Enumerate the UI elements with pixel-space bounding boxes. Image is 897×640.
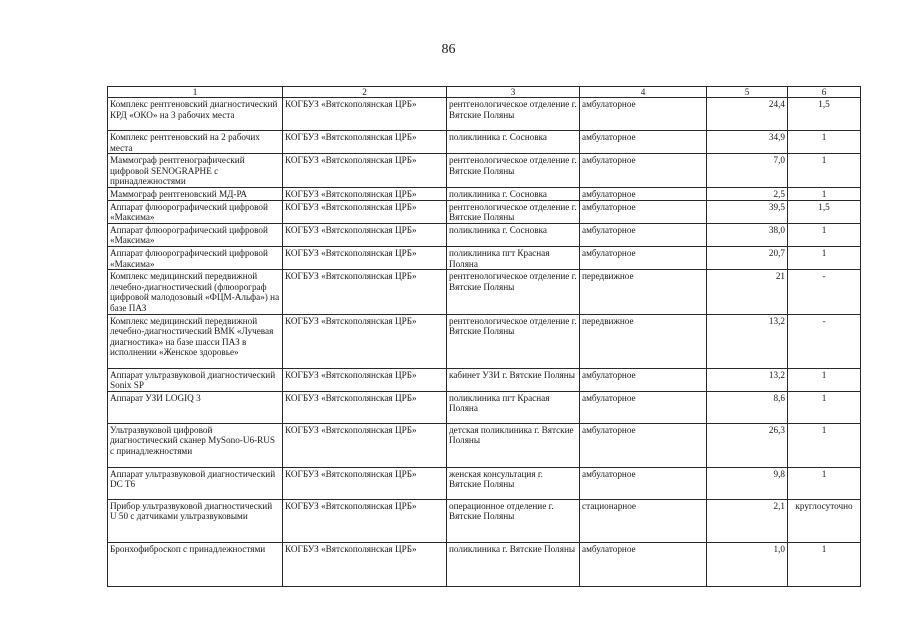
table-row xyxy=(108,542,861,586)
equipment-name-cell: Маммограф рентгенографический цифровой SENOGRAPHE с принадлежностями xyxy=(108,154,283,188)
value-cell: 2,5 xyxy=(707,187,788,200)
table-row xyxy=(108,223,861,246)
service-type-cell: амбулаторное xyxy=(580,423,707,467)
table-row xyxy=(108,154,861,188)
value-cell: 26,3 xyxy=(707,423,788,467)
organization-cell: КОГБУЗ «Вятскополянская ЦРБ» xyxy=(283,187,447,200)
table-header-row xyxy=(108,87,861,98)
value-cell: 38,0 xyxy=(707,223,788,246)
column-header: 5 xyxy=(707,87,788,98)
mode-cell: 1 xyxy=(788,542,861,586)
table-row xyxy=(108,246,861,269)
location-cell: рентгенологическое отделение г. Вятские Поляны xyxy=(447,98,580,131)
service-type-cell: стационарное xyxy=(580,499,707,542)
location-cell: поликлиника пгт Красная Поляна xyxy=(447,246,580,269)
service-type-cell: амбулаторное xyxy=(580,246,707,269)
value-cell: 34,9 xyxy=(707,131,788,154)
location-cell: рентгенологическое отделение г. Вятские Поляны xyxy=(447,200,580,223)
table-row xyxy=(108,423,861,467)
location-cell: поликлиника г. Сосновка xyxy=(447,223,580,246)
table-row xyxy=(108,98,861,131)
organization-cell: КОГБУЗ «Вятскополянская ЦРБ» xyxy=(283,391,447,423)
table-row xyxy=(108,368,861,391)
column-header: 2 xyxy=(283,87,447,98)
value-cell: 8,6 xyxy=(707,391,788,423)
organization-cell: КОГБУЗ «Вятскополянская ЦРБ» xyxy=(283,368,447,391)
equipment-name-cell: Аппарат ультразвуковой диагностический DC T6 xyxy=(108,467,283,499)
mode-cell: 1 xyxy=(788,154,861,188)
service-type-cell: амбулаторное xyxy=(580,223,707,246)
equipment-name-cell: Маммограф рентгеновский МД-РА xyxy=(108,187,283,200)
service-type-cell: амбулаторное xyxy=(580,368,707,391)
service-type-cell: передвижное xyxy=(580,314,707,368)
location-cell: детская поликлиника г. Вятские Поляны xyxy=(447,423,580,467)
organization-cell: КОГБУЗ «Вятскополянская ЦРБ» xyxy=(283,131,447,154)
location-cell: поликлиника г. Сосновка xyxy=(447,187,580,200)
value-cell: 13,2 xyxy=(707,314,788,368)
location-cell: женская консультация г. Вятские Поляны xyxy=(447,467,580,499)
service-type-cell: амбулаторное xyxy=(580,200,707,223)
mode-cell: 1 xyxy=(788,368,861,391)
table-row xyxy=(108,314,861,368)
value-cell: 13,2 xyxy=(707,368,788,391)
value-cell: 1,0 xyxy=(707,542,788,586)
equipment-name-cell: Аппарат флюорографический цифровой «Максима» xyxy=(108,200,283,223)
service-type-cell: амбулаторное xyxy=(580,154,707,188)
value-cell: 2,1 xyxy=(707,499,788,542)
page-number: 86 xyxy=(441,42,456,57)
value-cell: 20,7 xyxy=(707,246,788,269)
value-cell: 7,0 xyxy=(707,154,788,188)
equipment-name-cell: Аппарат флюорографический цифровой «Максима» xyxy=(108,223,283,246)
service-type-cell: амбулаторное xyxy=(580,187,707,200)
value-cell: 39,5 xyxy=(707,200,788,223)
organization-cell: КОГБУЗ «Вятскополянская ЦРБ» xyxy=(283,200,447,223)
equipment-table xyxy=(107,86,861,587)
organization-cell: КОГБУЗ «Вятскополянская ЦРБ» xyxy=(283,423,447,467)
mode-cell: 1,5 xyxy=(788,200,861,223)
value-cell: 21 xyxy=(707,270,788,314)
equipment-name-cell: Аппарат УЗИ LOGIQ 3 xyxy=(108,391,283,423)
mode-cell: 1 xyxy=(788,423,861,467)
equipment-name-cell: Прибор ультразвуковой диагностический U 50 с датчиками ультразвуковыми xyxy=(108,499,283,542)
mode-cell: - xyxy=(788,270,861,314)
service-type-cell: амбулаторное xyxy=(580,131,707,154)
service-type-cell: амбулаторное xyxy=(580,467,707,499)
service-type-cell: амбулаторное xyxy=(580,391,707,423)
organization-cell: КОГБУЗ «Вятскополянская ЦРБ» xyxy=(283,246,447,269)
table-row xyxy=(108,187,861,200)
table-row xyxy=(108,499,861,542)
column-header: 3 xyxy=(447,87,580,98)
mode-cell: 1 xyxy=(788,246,861,269)
table-row xyxy=(108,467,861,499)
organization-cell: КОГБУЗ «Вятскополянская ЦРБ» xyxy=(283,499,447,542)
equipment-name-cell: Комплекс медицинский передвижной лечебно-диагностический (флюорограф цифровой малодозовый «ФЦМ-Альфа») на базе ПАЗ xyxy=(108,270,283,314)
organization-cell: КОГБУЗ «Вятскополянская ЦРБ» xyxy=(283,154,447,188)
mode-cell: круглосуточно xyxy=(788,499,861,542)
location-cell: поликлиника г. Сосновка xyxy=(447,131,580,154)
location-cell: рентгенологическое отделение г. Вятские Поляны xyxy=(447,314,580,368)
table-row xyxy=(108,200,861,223)
organization-cell: КОГБУЗ «Вятскополянская ЦРБ» xyxy=(283,467,447,499)
value-cell: 24,4 xyxy=(707,98,788,131)
equipment-name-cell: Комплекс рентгеновский на 2 рабочих места xyxy=(108,131,283,154)
equipment-name-cell: Аппарат ультразвуковой диагностический Sonix SP xyxy=(108,368,283,391)
location-cell: поликлиника пгт Красная Поляна xyxy=(447,391,580,423)
equipment-name-cell: Бронхофиброскоп с принадлежностями xyxy=(108,542,283,586)
table-row xyxy=(108,131,861,154)
value-cell: 9,8 xyxy=(707,467,788,499)
table-row xyxy=(108,270,861,314)
location-cell: рентгенологическое отделение г. Вятские Поляны xyxy=(447,154,580,188)
equipment-name-cell: Комплекс рентгеновский диагностический КРД «ОКО» на 3 рабочих места xyxy=(108,98,283,131)
equipment-name-cell: Комплекс медицинский передвижной лечебно-диагностический ВМК «Лучевая диагностика» на базе шасси ПАЗ в исполнении «Женское здоровье» xyxy=(108,314,283,368)
mode-cell: 1 xyxy=(788,391,861,423)
service-type-cell: амбулаторное xyxy=(580,542,707,586)
location-cell: рентгенологическое отделение г. Вятские Поляны xyxy=(447,270,580,314)
table-row xyxy=(108,391,861,423)
mode-cell: 1 xyxy=(788,187,861,200)
location-cell: поликлиника г. Вятские Поляны xyxy=(447,542,580,586)
organization-cell: КОГБУЗ «Вятскополянская ЦРБ» xyxy=(283,542,447,586)
mode-cell: - xyxy=(788,314,861,368)
organization-cell: КОГБУЗ «Вятскополянская ЦРБ» xyxy=(283,98,447,131)
column-header: 4 xyxy=(580,87,707,98)
table-body xyxy=(108,98,861,587)
mode-cell: 1,5 xyxy=(788,98,861,131)
mode-cell: 1 xyxy=(788,467,861,499)
column-header: 6 xyxy=(788,87,861,98)
mode-cell: 1 xyxy=(788,223,861,246)
column-header: 1 xyxy=(108,87,283,98)
service-type-cell: амбулаторное xyxy=(580,98,707,131)
service-type-cell: передвижное xyxy=(580,270,707,314)
mode-cell: 1 xyxy=(788,131,861,154)
location-cell: операционное отделение г. Вятские Поляны xyxy=(447,499,580,542)
equipment-name-cell: Ультразвуковой цифровой диагностический сканер MySono-U6-RUS с принадлежностями xyxy=(108,423,283,467)
organization-cell: КОГБУЗ «Вятскополянская ЦРБ» xyxy=(283,314,447,368)
location-cell: кабинет УЗИ г. Вятские Поляны xyxy=(447,368,580,391)
equipment-name-cell: Аппарат флюорографический цифровой «Максима» xyxy=(108,246,283,269)
organization-cell: КОГБУЗ «Вятскополянская ЦРБ» xyxy=(283,223,447,246)
organization-cell: КОГБУЗ «Вятскополянская ЦРБ» xyxy=(283,270,447,314)
